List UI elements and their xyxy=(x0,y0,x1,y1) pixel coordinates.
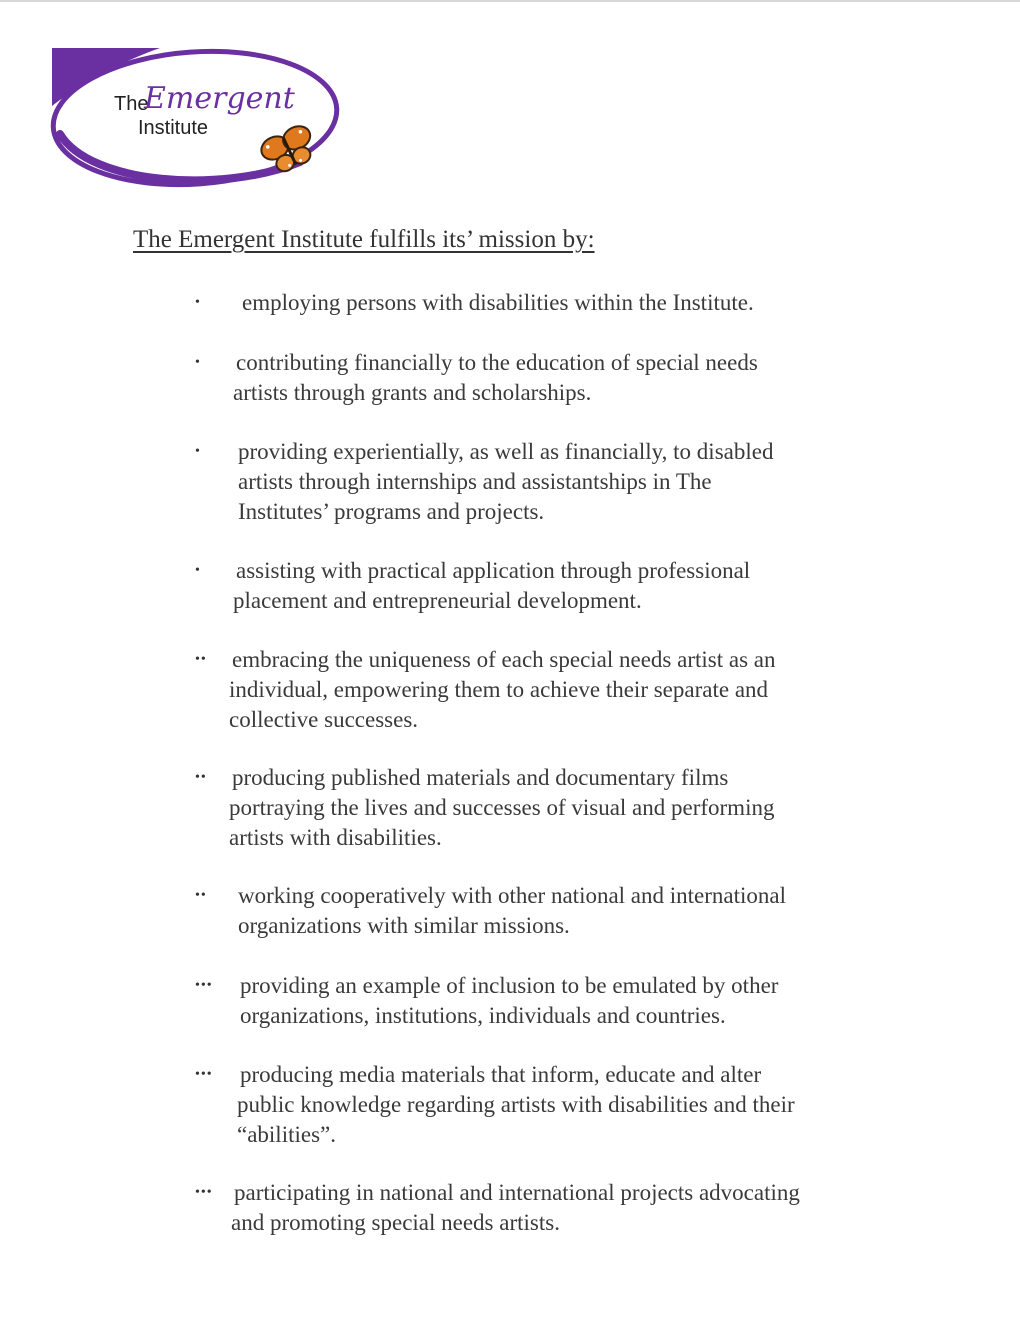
list-item-line: Institutes’ programs and projects. xyxy=(238,499,545,524)
list-item xyxy=(237,1060,795,1150)
list-item-line: organizations, institutions, individuals and countries. xyxy=(240,1003,726,1028)
list-item-line: artists through internships and assistantships in The xyxy=(238,469,712,494)
mission-heading: The Emergent Institute fulfills its’ mission by: xyxy=(133,226,595,253)
list-item-line: placement and entrepreneurial development. xyxy=(233,588,642,613)
list-bullet: •• xyxy=(195,888,207,903)
emergent-institute-logo xyxy=(50,44,350,194)
list-bullet: ••• xyxy=(195,1067,213,1082)
list-item xyxy=(233,348,758,408)
list-bullet: ••• xyxy=(195,1185,213,1200)
list-item xyxy=(238,437,773,527)
list-item-line: embracing the uniqueness of each special needs artist as an xyxy=(232,647,776,672)
list-item xyxy=(240,971,778,1031)
list-item-line: producing media materials that inform, educate and alter xyxy=(240,1062,762,1087)
logo-graphic xyxy=(50,44,350,194)
list-item xyxy=(229,763,775,853)
logo-word-emergent: Emergent xyxy=(144,81,295,116)
list-item-line: contributing financially to the education of special needs xyxy=(236,350,758,375)
list-item-line: collective successes. xyxy=(229,707,419,732)
list-bullet: • xyxy=(195,295,201,310)
list-item-line: producing published materials and documentary films xyxy=(232,765,729,790)
list-item-line: and promoting special needs artists. xyxy=(231,1210,560,1235)
list-item-line: public knowledge regarding artists with disabilities and their xyxy=(237,1092,795,1117)
list-item-line: individual, empowering them to achieve their separate and xyxy=(229,677,769,702)
list-item-line: “abilities”. xyxy=(237,1122,336,1147)
list-bullet: • xyxy=(195,444,201,459)
list-item-line: working cooperatively with other national and international xyxy=(238,883,787,908)
list-item-line: organizations with similar missions. xyxy=(238,913,570,938)
list-bullet: •• xyxy=(195,652,207,667)
list-item-line: providing an example of inclusion to be emulated by other xyxy=(240,973,779,998)
list-bullet: • xyxy=(195,355,201,370)
list-item xyxy=(238,881,786,941)
logo-word-institute: Institute xyxy=(138,117,209,139)
list-item xyxy=(242,288,754,318)
logo-word-the: The xyxy=(114,93,149,115)
list-item xyxy=(231,1178,800,1238)
list-item-line: providing experientially, as well as financially, to disabled xyxy=(238,439,774,464)
list-item xyxy=(229,645,776,735)
list-item-line: assisting with practical application through professional xyxy=(236,558,751,583)
list-item-line: artists with disabilities. xyxy=(229,825,442,850)
list-item-line: participating in national and international projects advocating xyxy=(234,1180,800,1205)
list-item-line: employing persons with disabilities within the Institute. xyxy=(242,290,754,315)
list-bullet: • xyxy=(195,563,201,578)
page-top-edge xyxy=(0,0,1020,2)
list-bullet: •• xyxy=(195,770,207,785)
list-item-line: artists through grants and scholarships. xyxy=(233,380,592,405)
list-item xyxy=(233,556,751,616)
list-bullet: ••• xyxy=(195,978,213,993)
list-item-line: portraying the lives and successes of visual and performing xyxy=(229,795,775,820)
